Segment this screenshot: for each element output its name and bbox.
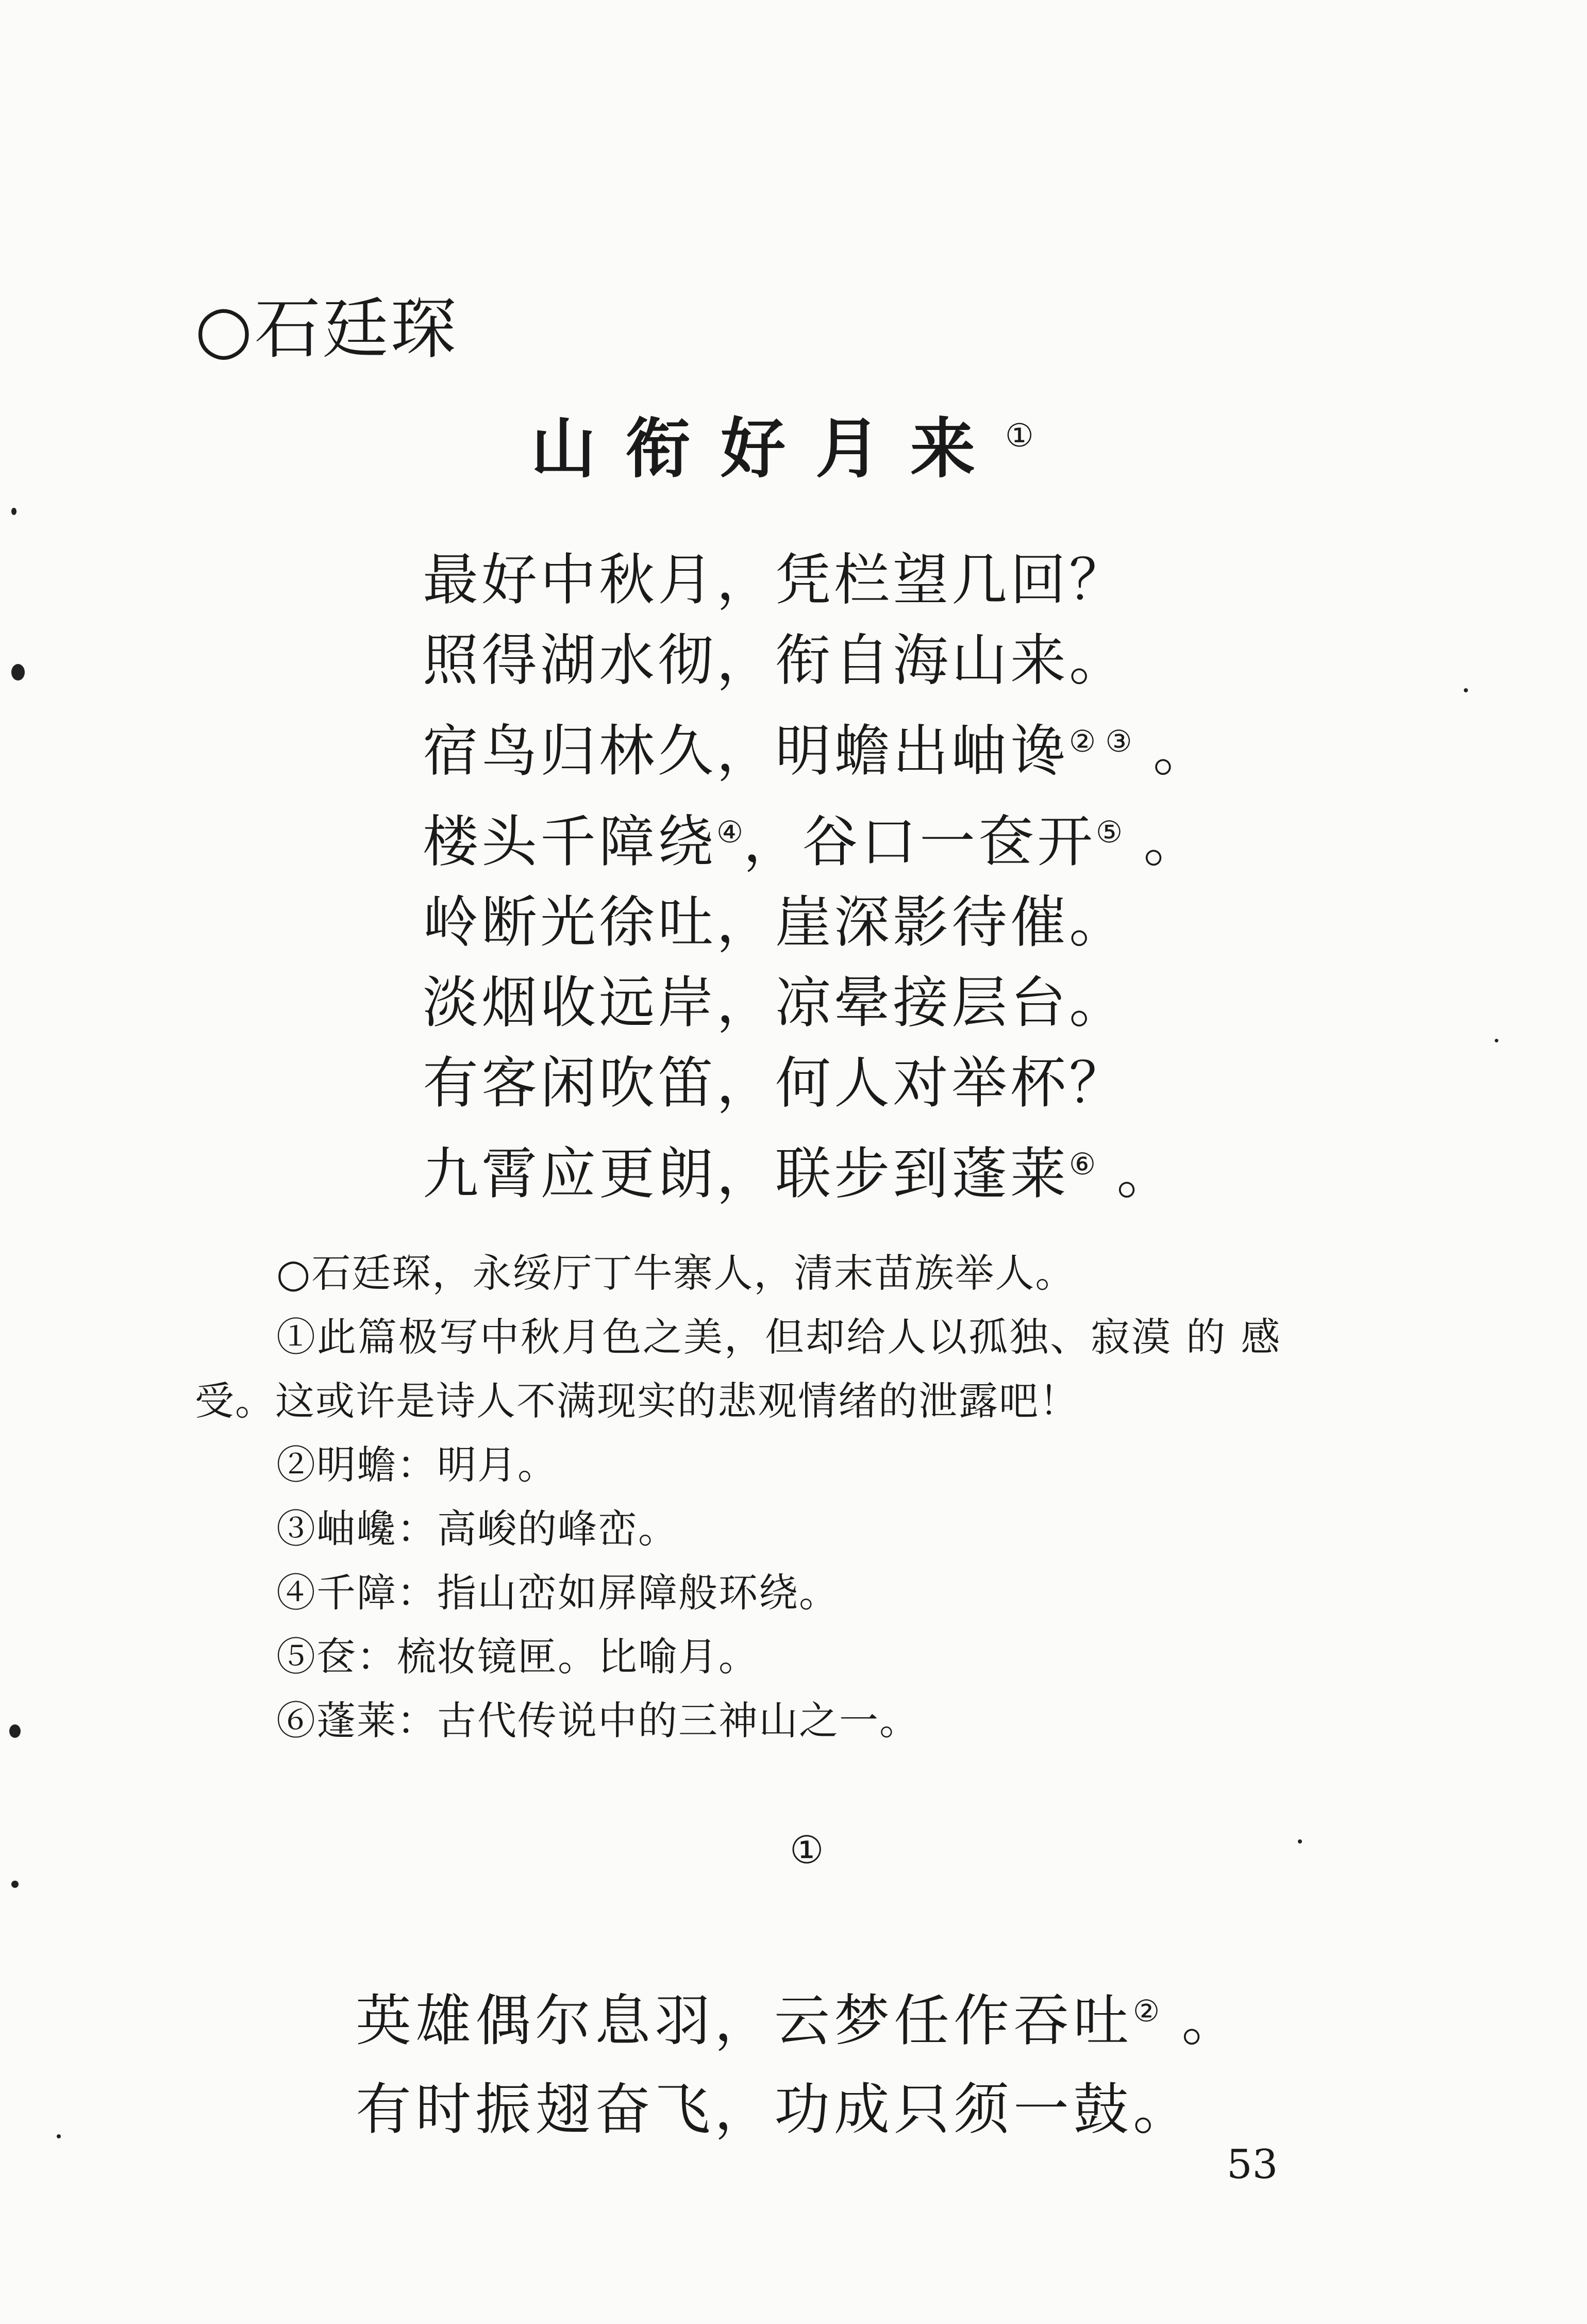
note-mark: ④ [716, 815, 744, 850]
footnote-1-continued: 受。这或许是诗人不满现实的悲观情绪的泄露吧！ [195, 1378, 1079, 1424]
poem-line-tail: 。 [1096, 1142, 1176, 1206]
footnote-6: ⑥蓬莱：古代传说中的三神山之一。 [276, 1698, 920, 1744]
poem-line-tail: ，谷口一奁开 [743, 810, 1096, 874]
poem-line-text: 照得湖水彻，衔自海山来。 [423, 628, 1128, 693]
footnote-3: ③岫巉：高峻的峰峦。 [276, 1506, 678, 1552]
verse-line [356, 2066, 1241, 2154]
poem-line [423, 792, 1212, 883]
scan-speck [11, 508, 16, 515]
scan-speck [1298, 1839, 1302, 1844]
scan-speck [1464, 688, 1468, 692]
poem-line-text: 岭断光徐吐，崖深影待催。 [423, 890, 1128, 955]
footnote-2: ②明蟾：明月。 [276, 1442, 558, 1488]
footnote-4: ④千障：指山峦如屏障般环绕。 [276, 1570, 839, 1616]
scan-speck [1495, 1039, 1498, 1042]
poem-line-text: 最好中秋月，凭栏望几回？ [423, 548, 1128, 612]
author-heading: ○石廷琛 [195, 291, 459, 368]
verse-line-text: 有时振翅奋飞，功成只须一鼓。 [356, 2078, 1193, 2142]
poem-line [423, 883, 1212, 963]
verse-line-tail: 。 [1160, 1989, 1242, 2053]
poem-title-note-mark: ① [1005, 417, 1034, 454]
poem-line-tail: 。 [1132, 719, 1212, 784]
poem-line [423, 1043, 1212, 1124]
poem-line-end: 。 [1123, 810, 1202, 874]
poem-title-text: 山衔好月来 [531, 411, 1005, 487]
footnote-1: ①此篇极写中秋月色之美，但却给人以孤独、寂漠 的 感 [276, 1314, 1282, 1360]
poem-line [423, 701, 1212, 792]
section-marker: ① [790, 1828, 824, 1872]
page-number: 53 [1227, 2142, 1278, 2188]
poem-line-text: 九霄应更朗，联步到蓬莱 [423, 1142, 1070, 1206]
poem-line-text: 宿鸟归林久，明蟾出岫谗 [423, 719, 1070, 784]
poem-line [423, 963, 1212, 1043]
footnotes [195, 1241, 1380, 1753]
scan-speck [11, 664, 25, 680]
scan-speck [57, 2134, 61, 2138]
note-mark: ② [1133, 1994, 1160, 2029]
poem-line-text: 楼头千障绕 [423, 810, 717, 874]
poem-body [423, 540, 1212, 1215]
poem-line-text: 有客闲吹笛，何人对举杯？ [423, 1051, 1128, 1116]
verse-line [356, 1967, 1241, 2066]
author-note: ○石廷琛，永绥厅丁牛寨人，清末苗族举人。 [276, 1250, 1076, 1296]
scan-speck [9, 1724, 21, 1738]
poem-line [423, 621, 1212, 701]
verse-body [356, 1967, 1241, 2154]
scan-speck [11, 1881, 19, 1888]
poem-line-text: 淡烟收远岸，凉晕接层台。 [423, 971, 1128, 1035]
note-mark: ② ③ [1069, 724, 1132, 759]
note-mark: ⑤ [1096, 815, 1123, 850]
poem-title [531, 411, 1034, 487]
note-mark: ⑥ [1069, 1147, 1096, 1182]
verse-line-text: 英雄偶尔息羽，云梦任作吞吐 [356, 1989, 1133, 2053]
poem-line [423, 1124, 1212, 1215]
poem-line [423, 540, 1212, 621]
footnote-5: ⑤奁：梳妆镜匣。比喻月。 [276, 1634, 759, 1680]
